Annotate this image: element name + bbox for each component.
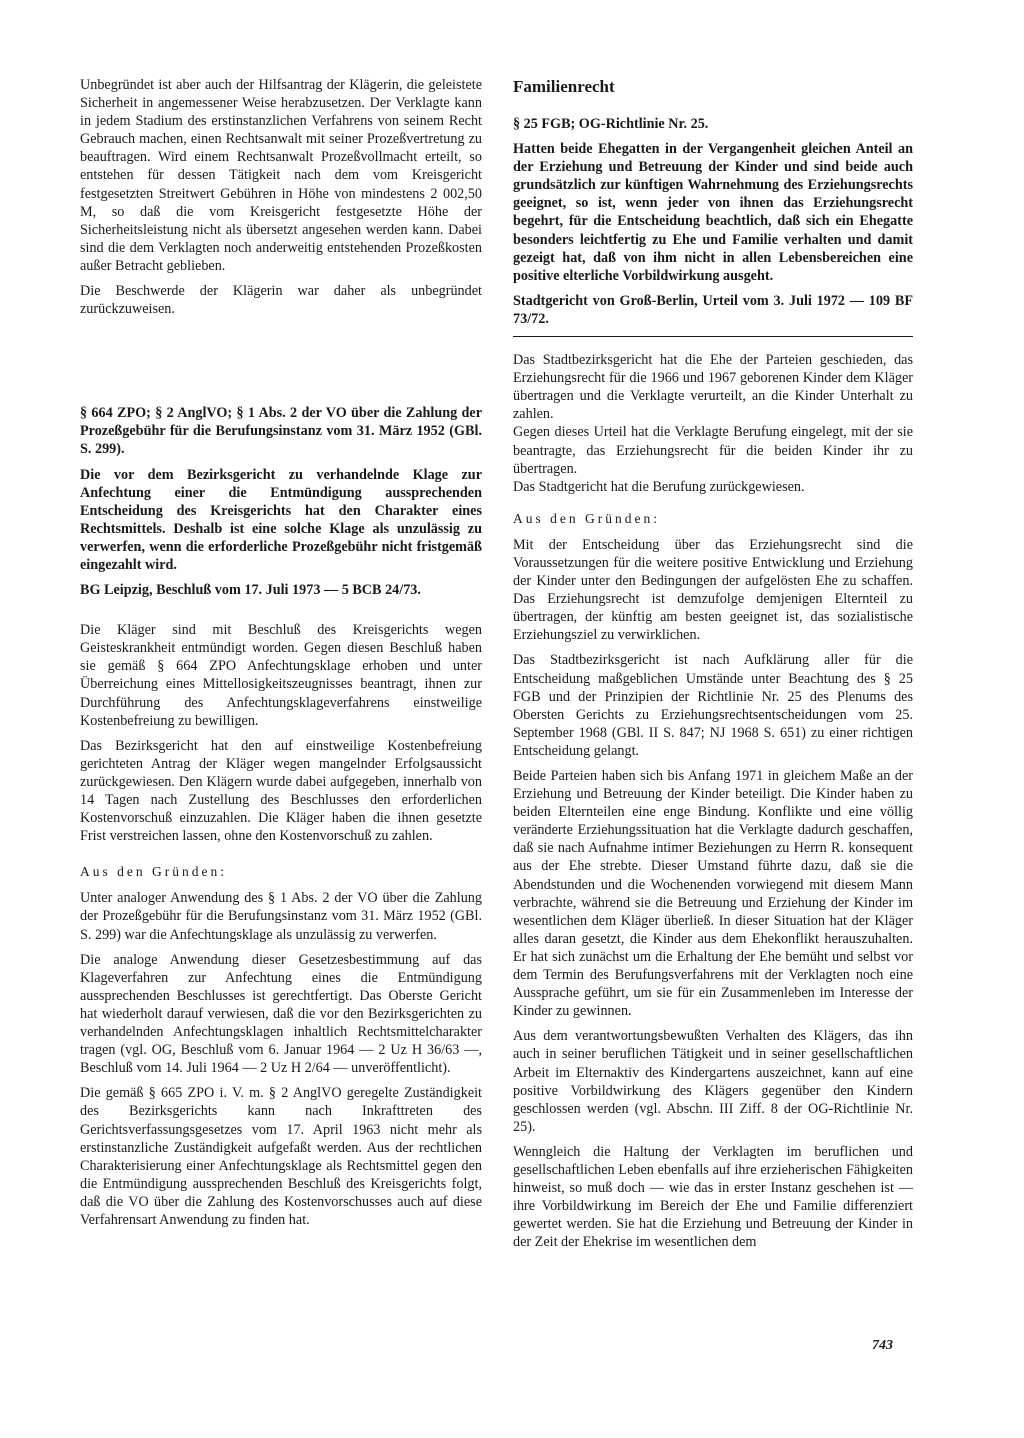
separator-rule bbox=[513, 336, 913, 337]
paragraph: Mit der Entscheidung über das Erziehungsrecht sind die Voraussetzungen für die weitere positive Entwicklung und Erziehung der Kinder unter den Bedingungen der aufgelösten Ehe zu schaffen. Das Erziehungsrecht ist demzufolge demjenigen Elternteil zu übertragen, der künftig am besten geeignet ist, das sozialistische Erziehungsziel zu verwirklichen. bbox=[513, 536, 913, 644]
paragraph: Unbegründet ist aber auch der Hilfsantrag der Klägerin, die geleistete Sicherheit in angemessener Weise herabzusetzen. Der Verklagte kann in jedem Stadium des erstinstanzlichen Verfahrens von seinem Recht Gebrauch machen, einen Rechtsanwalt mit seiner Prozeßvertretung zu beauftragen. Wird einem Rechtsanwalt Prozeßvollmacht erteilt, so entstehen für dessen Tätigkeit nach dem vom Kreisgericht festgesetzten Streitwert Gebühren in Höhe von mindestens 2 002,50 M, so daß die vom Kreisgericht festgesetzte Höhe der Sicherheitsleistung nicht als übersetzt angesehen werden kann. Dabei sind die dem Verklagten noch anderweitig entstehenden Prozeßkosten außer Betracht geblieben. bbox=[80, 77, 482, 274]
left-column bbox=[80, 76, 482, 1229]
paragraph: Das Bezirksgericht hat den auf einstweilige Kostenbefreiung gerichteten Antrag der Kläger wegen mangelnder Erfolgsaussicht zurückgewiesen. Den Klägern wurde dabei aufgegeben, innerhalb von 14 Tagen nach Zustellung des Beschlusses den erforderlichen Kostenvorschuß einzuzahlen. Die Kläger haben die ihnen gesetzte Frist verstreichen lassen, ohne den Kostenvorschuß zu zahlen. bbox=[80, 737, 482, 845]
paragraph: Unter analoger Anwendung des § 1 Abs. 2 der VO über die Zahlung der Prozeßgebühr für die Berufungsinstanz vom 31. März 1952 (GBl. S. 299) war die Anfechtungsklage als unzulässig zu verwerfen. bbox=[80, 890, 482, 943]
headnote: Hatten beide Ehegatten in der Vergangenheit gleichen Anteil an der Erziehung und Betreuung der Kinder und sind beide auch grundsätzlich zur künftigen Wahrnehmung des Erziehungsrechts geeignet, so ist, wenn jeder von ihnen das Erziehungsrecht begehrt, für die Entscheidung beachtlich, daß sich ein Ehegatte besonders leichtfertig zu Ehe und Familie verhalten und damit gezeigt hat, daß von ihm nicht in allen Lebensbereichen eine positive elterliche Vorbildwirkung ausgeht. bbox=[513, 141, 913, 284]
section-title: Familienrecht bbox=[513, 77, 615, 96]
page-number: 743 bbox=[872, 1338, 893, 1353]
paragraph: Das Stadtgericht hat die Berufung zurückgewiesen. bbox=[513, 478, 805, 495]
case-citation: BG Leipzig, Beschluß vom 17. Juli 1973 — 5 BCB 24/73. bbox=[80, 582, 421, 599]
paragraph: Die Beschwerde der Klägerin war daher als unbegründet zurückzuweisen. bbox=[80, 283, 482, 318]
paragraph: Beide Parteien haben sich bis Anfang 1971 in gleichem Maße an der Erziehung und Betreuung der Kinder beteiligt. Die Kinder haben zu beiden Elternteilen eine enge Bindung. Konflikte und eine völlig veränderte Erziehungssituation hat die Verklagte dadurch geschaffen, daß sie nach Aufnahme intimer Beziehungen zu Herrn R. konsequent aus der Ehe strebte. Dieser Umstand führte dazu, daß sie die Abendstunden und die Wochenenden vorwiegend mit diesem Mann verbrachte, während sie die Betreuung und Erziehung der Kinder im wesentlichen dem Kläger überließ. In dieser Situation hat der Kläger alles daran gesetzt, die Kinder aus dem Ehekonflikt herauszuhalten. Er hat sich zunächst um die Erhaltung der Ehe bemüht und selbst vor dem Termin des Berufungsverfahrens mit der Verklagten noch eine Aussprache geführt, um sie für ein Zusammenleben im Interesse der Kinder zu gewinnen. bbox=[513, 768, 913, 1020]
case-citation: Stadtgericht von Groß-Berlin, Urteil vom 3. Juli 1972 — 109 BF 73/72. bbox=[513, 292, 913, 327]
paragraph: Die Kläger sind mit Beschluß des Kreisgerichts wegen Geisteskrankheit entmündigt worden. Gegen diesen Beschluß haben sie gemäß § 664 ZPO Anfechtungsklage erhoben und unter Überreichung eines Mittellosigkeitszeugnisses beantragt, ihnen zur Durchführung des Anfechtungsklageverfahrens einstweilige Kostenbefreiung zu bewilligen. bbox=[80, 622, 482, 729]
right-column bbox=[513, 76, 913, 1251]
case-heading: § 664 ZPO; § 2 AnglVO; § 1 Abs. 2 der VO über die Zahlung der Prozeßgebühr für die Berufungsinstanz vom 31. März 1952 (GBl. S. 299). bbox=[80, 405, 482, 458]
paragraph: Das Stadtbezirksgericht hat die Ehe der Parteien geschieden, das Erziehungsrecht für die 1966 und 1967 geborenen Kinder dem Kläger übertragen und die Verklagte verurteilt, an die Kinder Unterhalt zu zahlen. bbox=[513, 352, 913, 423]
paragraph: Wenngleich die Haltung der Verklagten im beruflichen und gesellschaftlichen Leben ebenfalls auf ihre erzieherischen Fähigkeiten hinweist, so muß doch — wie das in erster Instanz geschehen ist — ihre Vorbildwirkung im Bereich der Ehe und Familie differenziert gewertet werden. Sie hat die Erziehung und Betreuung der Kinder in der Zeit der Ehekrise im wesentlichen dem bbox=[513, 1143, 913, 1251]
paragraph: Die analoge Anwendung dieser Gesetzesbestimmung auf das Klageverfahren zur Anfechtung eines die Entmündigung aussprechenden Beschlusses ist gerechtfertigt. Das Oberste Gericht hat wiederholt darauf verwiesen, daß die vor den Bezirksgerichten zu verhandelnden Anfechtungsklagen inhaltlich Rechtsmittelcharakter tragen (vgl. OG, Beschluß vom 6. Januar 1964 — 2 Uz H 36/63 —, Beschluß vom 14. Juli 1964 — 2 Uz H 2/64 — unveröffentlicht). bbox=[80, 951, 482, 1077]
reasons-heading: Aus den Gründen: bbox=[513, 510, 660, 526]
reasons-heading: Aus den Gründen: bbox=[80, 864, 227, 880]
paragraph: Das Stadtbezirksgericht ist nach Aufklärung aller für die Entscheidung maßgeblichen Umstände unter Beachtung des § 25 FGB und der Prinzipien der Richtlinie Nr. 25 des Plenums des Obersten Gerichts zu Erziehungsrechtsentscheidungen vom 25. September 1968 (GBl. II S. 847; NJ 1968 S. 651) zu einer richtigen Entscheidung gelangt. bbox=[513, 652, 913, 759]
case-heading: § 25 FGB; OG-Richtlinie Nr. 25. bbox=[513, 116, 709, 132]
paragraph: Gegen dieses Urteil hat die Verklagte Berufung eingelegt, mit der sie beantragte, das Erziehungsrecht für die beiden Kinder ihr zu übertragen. bbox=[513, 424, 913, 477]
headnote: Die vor dem Bezirksgericht zu verhandelnde Klage zur Anfechtung einer die Entmündigung aussprechenden Entscheidung des Kreisgerichts hat den Charakter eines Rechtsmittels. Deshalb ist eine solche Klage als unzulässig zu verwerfen, wenn die erforderliche Prozeßgebühr nicht fristgemäß eingezahlt wird. bbox=[80, 466, 482, 573]
paragraph: Aus dem verantwortungsbewußten Verhalten des Klägers, das ihn auch in seiner beruflichen Tätigkeit und in seiner gesellschaftlichen Arbeit im Elternaktiv des Kindergartens auszeichnet, kann auf eine positive Vorbildwirkung des Klägers gegenüber den Kindern geschlossen werden (vgl. Abschn. III Ziff. 8 der OG-Richtlinie Nr. 25). bbox=[513, 1028, 913, 1135]
paragraph: Die gemäß § 665 ZPO i. V. m. § 2 AnglVO geregelte Zuständigkeit des Bezirksgerichts kann nach Inkrafttreten des Gerichtsverfassungsgesetzes vom 17. April 1963 nicht mehr als erstinstanzliche Zuständigkeit aufgefaßt werden. Aus der rechtlichen Charakterisierung einer Anfechtungsklage als Rechtsmittel gegen den die Entmündigung aussprechenden Beschluß des Kreisgerichts folgt, daß die VO über die Zahlung des Kostenvorschusses auch auf diese Verfahrensart Anwendung zu finden hat. bbox=[80, 1085, 482, 1228]
